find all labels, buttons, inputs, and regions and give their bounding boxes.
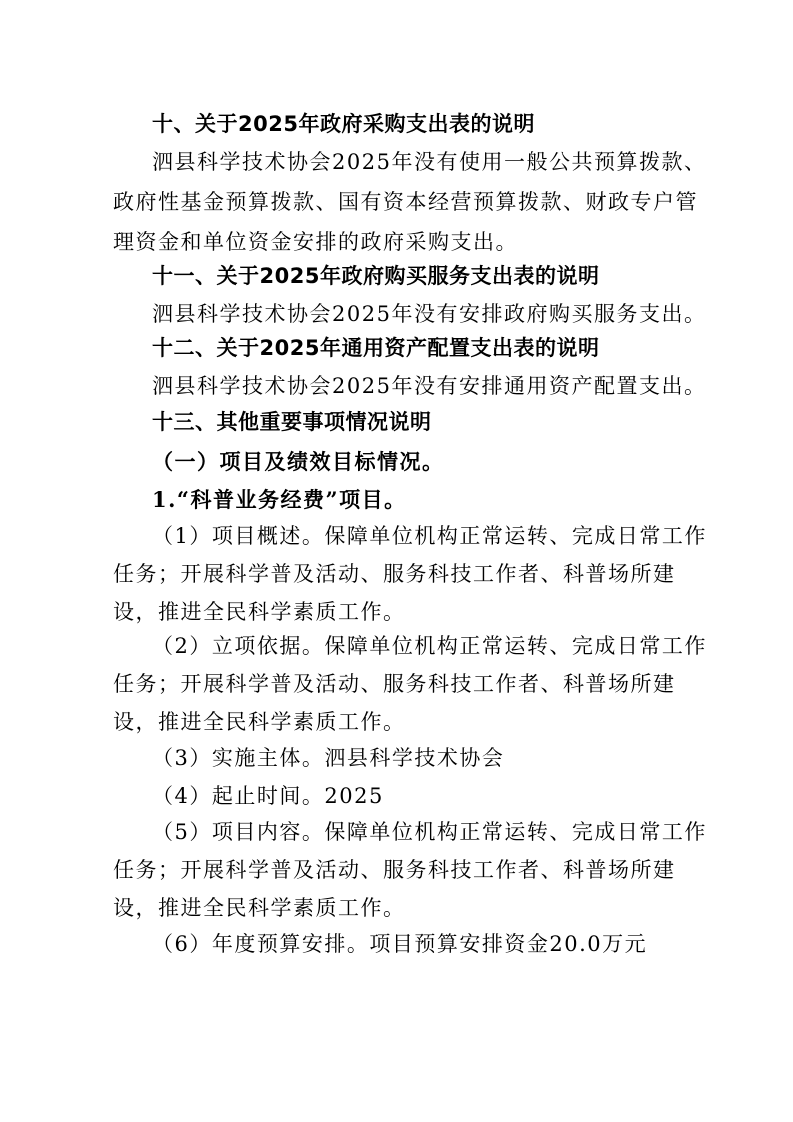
- section-10-paragraph-line-2: 政府性基金预算拨款、国有资本经营预算拨款、财政专户管: [113, 190, 698, 214]
- section-10-heading: 十、关于2025年政府采购支出表的说明: [152, 112, 535, 136]
- item-1-line-2: 任务；开展科学普及活动、服务科技工作者、科普场所建: [113, 562, 676, 586]
- item-3: （3）实施主体。泗县科学技术协会: [152, 746, 505, 770]
- item-1-line-1: （1）项目概述。保障单位机构正常运转、完成日常工作: [152, 524, 707, 548]
- item-6: （6）年度预算安排。项目预算安排资金20.0万元: [152, 932, 648, 956]
- section-11-paragraph: 泗县科学技术协会2025年没有安排政府购买服务支出。: [152, 302, 707, 326]
- item-5-line-2: 任务；开展科学普及活动、服务科技工作者、科普场所建: [113, 858, 676, 882]
- section-13-sub-heading: （一）项目及绩效目标情况。: [152, 449, 445, 474]
- section-10-paragraph-line-3: 理资金和单位资金安排的政府采购支出。: [113, 230, 518, 254]
- item-5-line-1: （5）项目内容。保障单位机构正常运转、完成日常工作: [152, 820, 707, 844]
- section-10-paragraph-line-1: 泗县科学技术协会2025年没有使用一般公共预算拨款、: [152, 150, 707, 174]
- section-11-heading: 十一、关于2025年政府购买服务支出表的说明: [152, 264, 600, 288]
- item-4: （4）起止时间。2025: [152, 784, 384, 808]
- item-2-line-2: 任务；开展科学普及活动、服务科技工作者、科普场所建: [113, 672, 676, 696]
- section-12-heading: 十二、关于2025年通用资产配置支出表的说明: [152, 336, 600, 360]
- item-5-line-3: 设，推进全民科学素质工作。: [113, 896, 406, 920]
- item-1-line-3: 设，推进全民科学素质工作。: [113, 600, 406, 624]
- project-title: 1.“科普业务经费”项目。: [152, 487, 407, 512]
- item-2-line-1: （2）立项依据。保障单位机构正常运转、完成日常工作: [152, 634, 707, 658]
- section-13-heading: 十三、其他重要事项情况说明: [152, 410, 432, 434]
- section-12-paragraph: 泗县科学技术协会2025年没有安排通用资产配置支出。: [152, 374, 707, 398]
- item-2-line-3: 设，推进全民科学素质工作。: [113, 710, 406, 734]
